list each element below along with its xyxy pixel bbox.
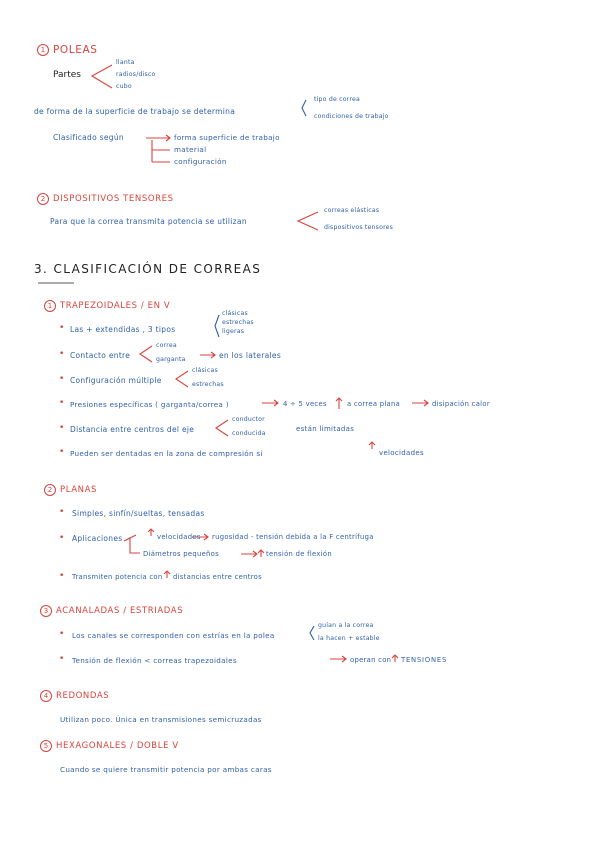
acanaladas-title: ACANALADAS / ESTRIADAS bbox=[56, 605, 184, 616]
hexagonales-line: Cuando se quiere transmitir potencia por ambas caras bbox=[60, 765, 272, 774]
trap-b3: Configuración múltiple bbox=[70, 376, 162, 385]
planas-b3: Transmiten potencia con bbox=[72, 573, 163, 581]
forma-result: condiciones de trabajo bbox=[314, 113, 389, 120]
dispositivo-option: correas elásticas bbox=[324, 207, 380, 214]
brace-left-icon bbox=[215, 315, 219, 337]
clasif-item: forma superficie de trabajo bbox=[174, 133, 280, 142]
trapezoidales-title: TRAPEZOIDALES / EN V bbox=[60, 300, 171, 311]
redondas-title: REDONDAS bbox=[56, 690, 110, 701]
dispositivos-line: Para que la correa transmita potencia se utilizan bbox=[50, 217, 247, 226]
parte-item: cubo bbox=[116, 83, 132, 90]
hexagonales-title: HEXAGONALES / DOBLE V bbox=[56, 740, 179, 751]
trap-b3-opt: estrechas bbox=[192, 381, 224, 388]
planas-b3-end: distancias entre centros bbox=[173, 573, 262, 581]
acan-b1-opt: la hacen + estable bbox=[318, 635, 380, 642]
trap-b4-mid: 4 ÷ 5 veces bbox=[283, 400, 327, 408]
trap-b3-opt: clásicas bbox=[192, 367, 218, 374]
trap-b4: Presiones específicas ( garganta/correa ) bbox=[70, 400, 229, 409]
planas-b1: Simples, sinfín/sueltas, tensadas bbox=[72, 509, 205, 518]
bullet-dot-icon: • bbox=[59, 571, 65, 581]
arrow-up-icon bbox=[336, 398, 342, 409]
trap-b5-opt: conductor bbox=[232, 416, 265, 423]
bullet-dot-icon: • bbox=[59, 447, 65, 457]
bullet-dot-icon: • bbox=[59, 629, 65, 639]
trap-b2-result: en los laterales bbox=[219, 351, 282, 360]
clasif-label: Clasificado según bbox=[53, 133, 124, 142]
trap-type: estrechas bbox=[222, 319, 254, 326]
section-number: 4 bbox=[40, 690, 52, 702]
hexagonales-heading bbox=[40, 740, 179, 752]
dispositivos-heading bbox=[37, 193, 174, 205]
trap-type: ligeras bbox=[222, 328, 245, 335]
brace-left-icon bbox=[310, 626, 314, 640]
acanaladas-heading bbox=[40, 605, 183, 617]
angle-bracket-icon bbox=[298, 212, 318, 230]
forma-result: tipo de correa bbox=[314, 96, 360, 103]
brace-left-icon bbox=[302, 100, 306, 116]
parte-item: llanta bbox=[116, 59, 135, 66]
section-number: 5 bbox=[40, 740, 52, 752]
bullet-dot-icon: • bbox=[59, 323, 65, 333]
bullet-dot-icon: • bbox=[59, 507, 65, 517]
section-number: 1 bbox=[37, 44, 49, 56]
dispositivo-option: dispositivos tensores bbox=[324, 224, 394, 231]
planas-b2-label: Aplicaciones bbox=[72, 534, 123, 543]
trap-b5: Distancia entre centros del eje bbox=[70, 425, 195, 434]
angle-bracket-icon bbox=[92, 65, 112, 88]
trap-b4-rest: a correa plana bbox=[347, 400, 401, 408]
trap-b6: Pueden ser dentadas en la zona de compresión si bbox=[70, 449, 263, 458]
redondas-line: Utilizan poco. Única en transmisiones semicruzadas bbox=[60, 715, 262, 724]
trapezoidales-heading bbox=[44, 300, 170, 312]
parte-item: radios/disco bbox=[116, 71, 156, 78]
trap-type: clásicas bbox=[222, 310, 248, 317]
forma-line: de forma de la superficie de trabajo se determina bbox=[34, 107, 236, 116]
poleas-heading bbox=[37, 44, 98, 56]
bullet-dot-icon: • bbox=[59, 398, 65, 408]
bullet-dot-icon: • bbox=[59, 654, 65, 664]
bullet-dot-icon: • bbox=[59, 349, 65, 359]
acan-b1: Los canales se corresponden con estrías en la polea bbox=[72, 631, 275, 640]
bullet-dot-icon: • bbox=[59, 374, 65, 384]
trap-b5-opt: conducida bbox=[232, 430, 266, 437]
trap-b2-opt: garganta bbox=[156, 356, 186, 363]
redondas-heading bbox=[40, 690, 109, 702]
section-number: 2 bbox=[44, 484, 56, 496]
bullet-dot-icon: • bbox=[59, 533, 65, 543]
dispositivos-title: DISPOSITIVOS TENSORES bbox=[53, 193, 174, 204]
trap-b2: Contacto entre bbox=[70, 351, 131, 360]
planas-b2-line2: Diámetros pequeños bbox=[143, 550, 219, 558]
bracket-split-icon bbox=[152, 140, 170, 162]
trap-b2-opt: correa bbox=[156, 342, 177, 349]
acan-b1-opt: guían a la correa bbox=[318, 622, 374, 629]
planas-b2-line1: velocidades bbox=[157, 533, 201, 541]
planas-title: PLANAS bbox=[60, 484, 98, 495]
trap-b6-end: velocidades bbox=[379, 449, 424, 457]
section-number: 2 bbox=[37, 193, 49, 205]
clasif-item: configuración bbox=[174, 157, 227, 166]
trap-b5-result: están limitadas bbox=[296, 425, 355, 433]
trap-b1: Las + extendidas , 3 tipos bbox=[70, 325, 176, 334]
planas-heading bbox=[44, 484, 97, 496]
arrow-right-icon bbox=[200, 352, 215, 358]
trap-b4-end: disipación calor bbox=[432, 400, 490, 408]
partes-label: Partes bbox=[53, 70, 81, 80]
planas-b2-line1b: rugosidad - tensión debida a la F centrífuga bbox=[212, 533, 374, 541]
clasificacion-title: 3. CLASIFICACIÓN DE CORREAS bbox=[34, 262, 262, 276]
section-number: 1 bbox=[44, 300, 56, 312]
section-number: 3 bbox=[40, 605, 52, 617]
acan-b2-end: operan con bbox=[350, 656, 392, 664]
clasif-item: material bbox=[174, 145, 207, 154]
bullet-dot-icon: • bbox=[59, 423, 65, 433]
planas-b2-line2b: tensión de flexión bbox=[266, 550, 332, 558]
acan-b2: Tensión de flexión < correas trapezoidales bbox=[72, 656, 237, 665]
acan-b2-tail: TENSIONES bbox=[401, 656, 448, 664]
poleas-title: POLEAS bbox=[53, 43, 98, 56]
